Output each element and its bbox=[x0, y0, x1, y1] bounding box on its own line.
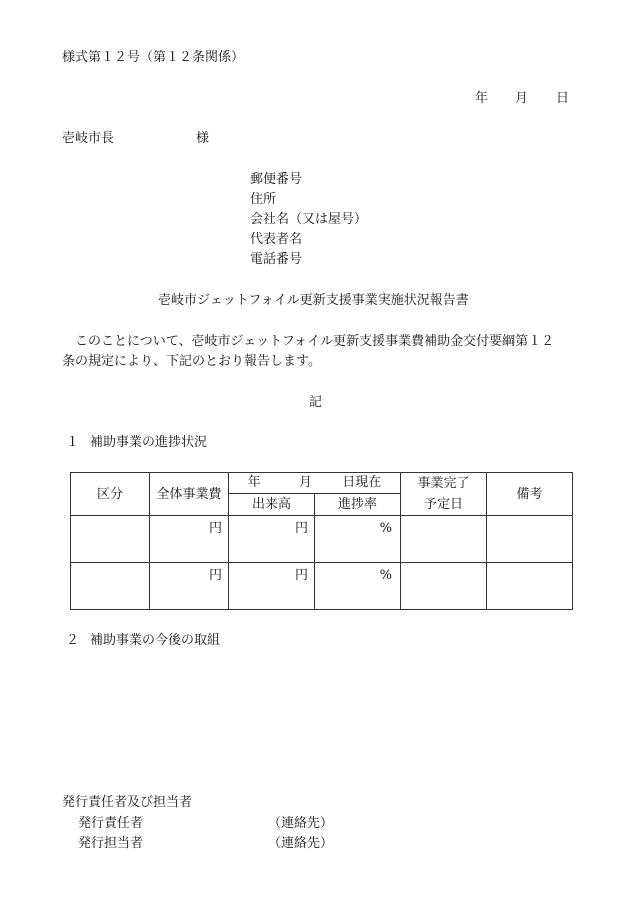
phone-label: 電話番号 bbox=[250, 252, 303, 267]
header-month: 月 bbox=[298, 475, 312, 491]
addressee-title: 壱岐市長 bbox=[62, 131, 115, 146]
ki-heading: 記 bbox=[309, 395, 323, 410]
staff-label: 発行担当者 bbox=[78, 836, 144, 851]
date-year: 年 bbox=[475, 91, 489, 106]
document-title: 壱岐市ジェットフォイル更新支援事業実施状況報告書 bbox=[158, 293, 469, 308]
section2-number: ２ bbox=[66, 633, 80, 648]
category-cell[interactable] bbox=[71, 563, 150, 610]
output-cell[interactable]: 円 bbox=[229, 563, 315, 610]
total-cost-cell[interactable]: 円 bbox=[150, 516, 229, 563]
header-output: 出来高 bbox=[229, 493, 315, 515]
address-label: 住所 bbox=[250, 192, 277, 207]
completion-date-cell[interactable] bbox=[401, 563, 487, 610]
output-cell[interactable]: 円 bbox=[229, 516, 315, 563]
header-category: 区分 bbox=[71, 473, 150, 516]
header-year: 年 bbox=[247, 475, 261, 491]
remarks-cell[interactable] bbox=[487, 516, 573, 563]
postal-code-label: 郵便番号 bbox=[250, 172, 303, 187]
representative-label: 代表者名 bbox=[250, 232, 303, 247]
addressee-honorific: 様 bbox=[196, 131, 210, 146]
table-row bbox=[71, 563, 573, 610]
category-cell[interactable] bbox=[71, 516, 150, 563]
header-completion-line2: 予定日 bbox=[423, 497, 463, 512]
form-number: 様式第１２号（第１２条関係） bbox=[62, 50, 245, 65]
date-day: 日 bbox=[556, 91, 570, 106]
company-label: 会社名（又は屋号） bbox=[250, 212, 368, 227]
header-completion bbox=[401, 473, 487, 516]
section1-title: 補助事業の進捗状況 bbox=[90, 435, 208, 450]
header-progress-rate: 進捗率 bbox=[315, 493, 401, 515]
staff-contact: （連絡先） bbox=[268, 836, 334, 851]
manager-contact: （連絡先） bbox=[268, 816, 334, 831]
header-as-of-date bbox=[229, 473, 401, 494]
header-remarks: 備考 bbox=[487, 473, 573, 516]
progress-rate-cell[interactable]: % bbox=[315, 563, 401, 610]
body-text-line1: このことについて、壱岐市ジェットフォイル更新支援事業費補助金交付要綱第１２ bbox=[75, 334, 555, 349]
header-total-cost: 全体事業費 bbox=[150, 473, 229, 516]
table-row bbox=[71, 516, 573, 563]
body-text-line2: 条の規定により、下記のとおり報告します。 bbox=[62, 354, 321, 369]
remarks-cell[interactable] bbox=[487, 563, 573, 610]
date-month: 月 bbox=[515, 91, 529, 106]
progress-rate-cell[interactable]: % bbox=[315, 516, 401, 563]
header-completion-line1: 事業完了 bbox=[417, 476, 470, 491]
section2-title: 補助事業の今後の取組 bbox=[90, 633, 221, 648]
manager-label: 発行責任者 bbox=[78, 816, 144, 831]
progress-table bbox=[70, 472, 573, 610]
section1-number: １ bbox=[66, 435, 80, 450]
header-day: 日現在 bbox=[342, 475, 382, 491]
responsible-heading: 発行責任者及び担当者 bbox=[62, 795, 193, 810]
completion-date-cell[interactable] bbox=[401, 516, 487, 563]
total-cost-cell[interactable]: 円 bbox=[150, 563, 229, 610]
